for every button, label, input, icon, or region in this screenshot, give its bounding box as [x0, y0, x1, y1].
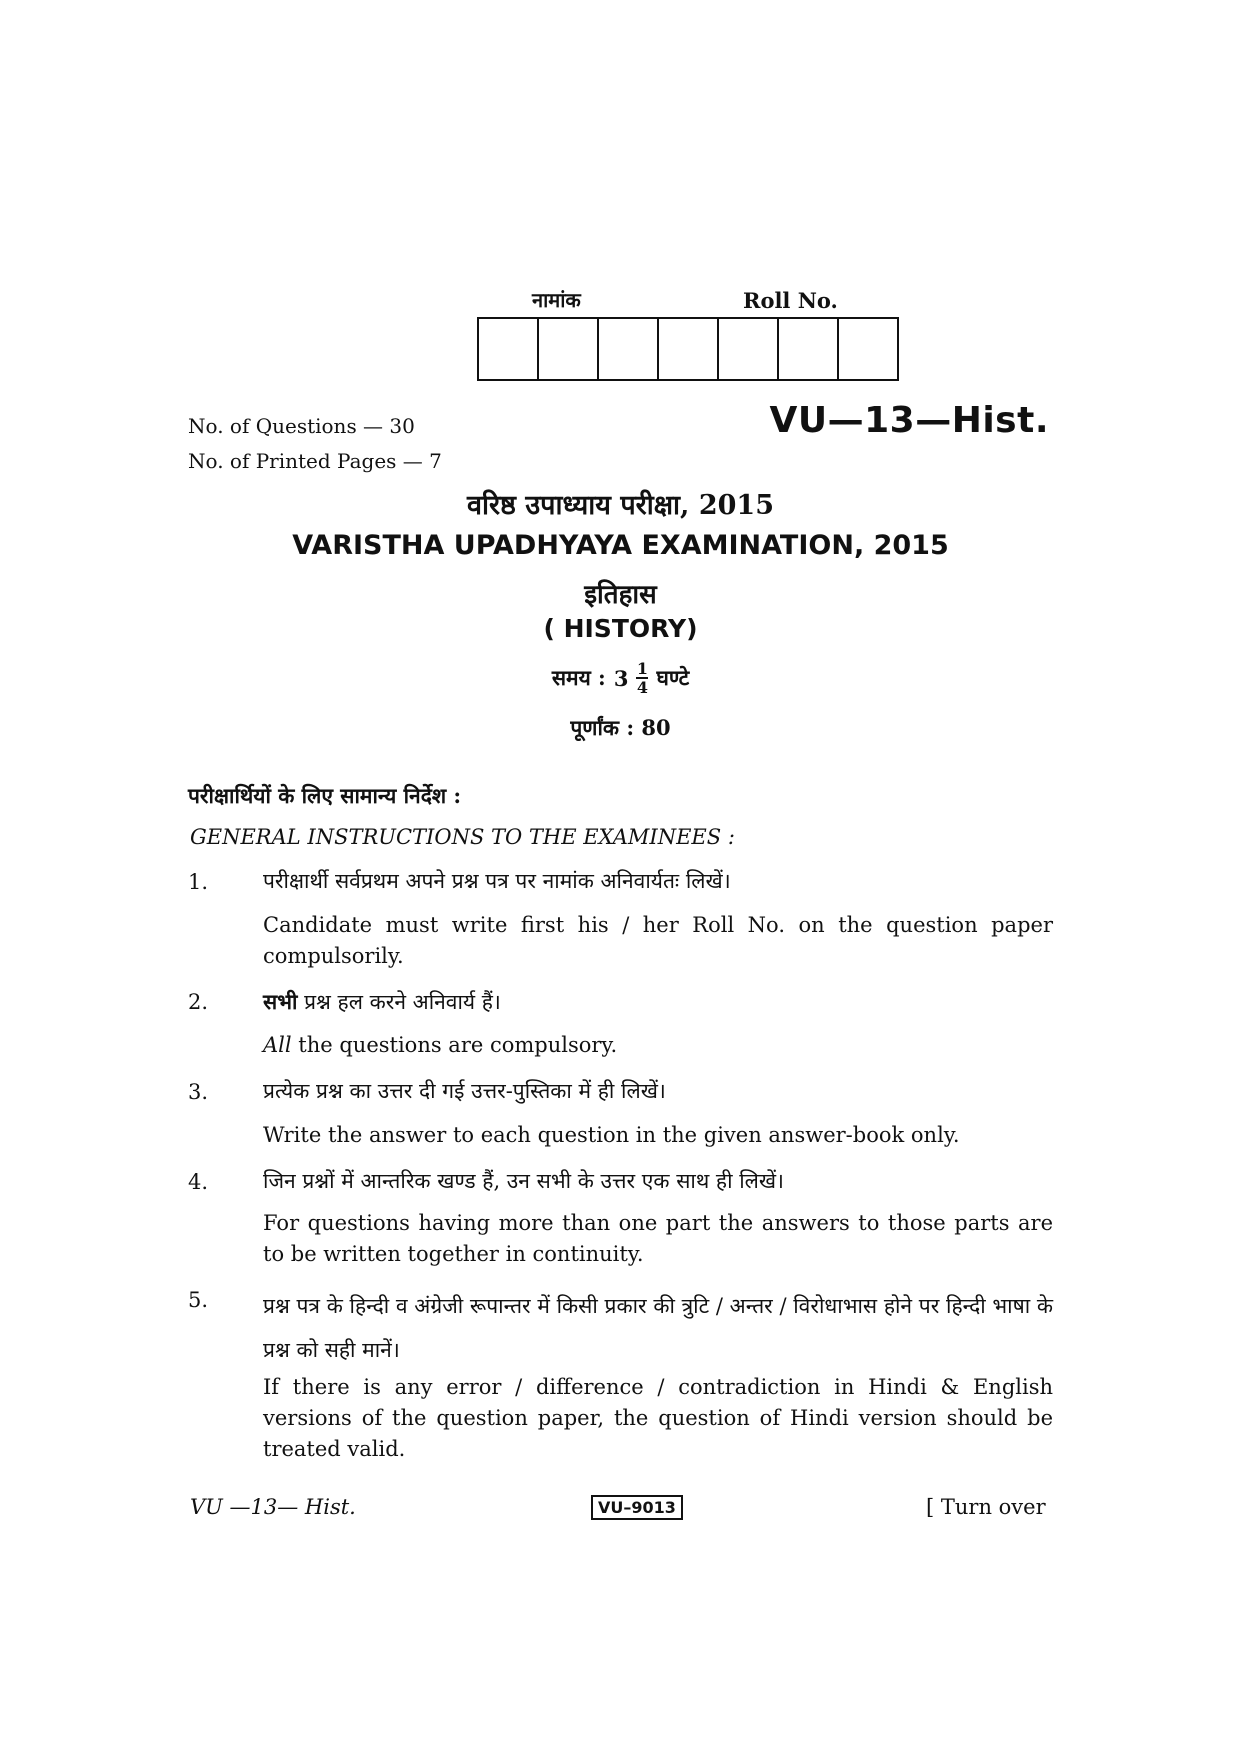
instruction-number: 4. — [188, 1170, 209, 1194]
paper-code: VU—13—Hist. — [769, 400, 1049, 441]
roll-box — [717, 317, 779, 381]
roll-box — [837, 317, 899, 381]
subject-english: ( HISTORY) — [543, 614, 698, 643]
max-marks: पूर्णांक : 80 — [570, 715, 671, 740]
instruction-english: Write the answer to each question in the given answer-book only. — [263, 1123, 960, 1147]
number-of-questions: No. of Questions — 30 — [188, 414, 415, 438]
instructions-heading-hindi: परीक्षार्थियों के लिए सामान्य निर्देश : — [188, 783, 462, 808]
footer-paper-code: VU —13— Hist. — [190, 1495, 356, 1519]
instruction-number: 3. — [188, 1080, 209, 1104]
roll-box — [537, 317, 599, 381]
instruction-english: Candidate must write first his / her Roll No. on the question paper compulsorily. — [263, 913, 1053, 968]
turn-over-label: [ Turn over — [926, 1495, 1046, 1519]
instruction-english: For questions having more than one part the answers to those parts are to be written together in continuity. — [263, 1211, 1053, 1266]
instruction-number: 1. — [188, 870, 209, 894]
roll-label-hindi: नामांक — [532, 288, 581, 312]
instruction-english-italic: All — [263, 1033, 292, 1057]
time-label: समय : — [551, 665, 606, 690]
instruction-hindi: प्रत्येक प्रश्न का उत्तर दी गई उत्तर-पुस्तिका में ही लिखें। — [263, 1079, 666, 1103]
time-whole: 3 — [613, 665, 629, 691]
roll-box — [777, 317, 839, 381]
instruction-number: 5. — [188, 1288, 209, 1312]
time-numerator: 1 — [636, 659, 648, 678]
time-unit: घण्टे — [656, 665, 690, 690]
roll-label-english: Roll No. — [743, 288, 838, 313]
instruction-hindi: परीक्षार्थी सर्वप्रथम अपने प्रश्न पत्र पर नामांक अनिवार्यतः लिखें। — [263, 869, 731, 893]
roll-box — [657, 317, 719, 381]
instruction-english-rest: the questions are compulsory. — [291, 1033, 618, 1057]
instruction-hindi: प्रश्न पत्र के हिन्दी व अंग्रेजी रूपान्तर में किसी प्रकार की त्रुटि / अन्तर / विरोधाभास होने पर हिन्दी भाषा के प्रश्न को सही मानें। — [263, 1294, 1053, 1362]
roll-box — [597, 317, 659, 381]
instruction-hindi-bold: सभी — [263, 989, 298, 1014]
instruction-hindi — [263, 986, 1053, 1018]
time-fraction — [636, 660, 648, 696]
roll-number-boxes — [479, 317, 899, 381]
instructions-heading-english: GENERAL INSTRUCTIONS TO THE EXAMINEES : — [190, 825, 735, 849]
instruction-english — [263, 1030, 1053, 1061]
footer-series-code: VU–9013 — [591, 1495, 683, 1520]
instruction-english: If there is any error / difference / contradiction in Hindi & English versions of the question paper, the question of Hindi version should be treated valid. — [263, 1375, 1053, 1461]
instruction-hindi-rest: प्रश्न हल करने अनिवार्य हैं। — [297, 990, 501, 1014]
subject-hindi: इतिहास — [584, 580, 657, 610]
time-denominator: 4 — [636, 678, 648, 697]
exam-title-english: VARISTHA UPADHYAYA EXAMINATION, 2015 — [292, 530, 949, 561]
roll-box — [477, 317, 539, 381]
instruction-number: 2. — [188, 990, 209, 1014]
number-of-pages: No. of Printed Pages — 7 — [188, 449, 442, 473]
time-allowed — [0, 660, 1241, 696]
exam-title-hindi: वरिष्ठ उपाध्याय परीक्षा, 2015 — [466, 490, 774, 521]
instruction-hindi: जिन प्रश्नों में आन्तरिक खण्ड हैं, उन सभी के उत्तर एक साथ ही लिखें। — [263, 1169, 785, 1193]
